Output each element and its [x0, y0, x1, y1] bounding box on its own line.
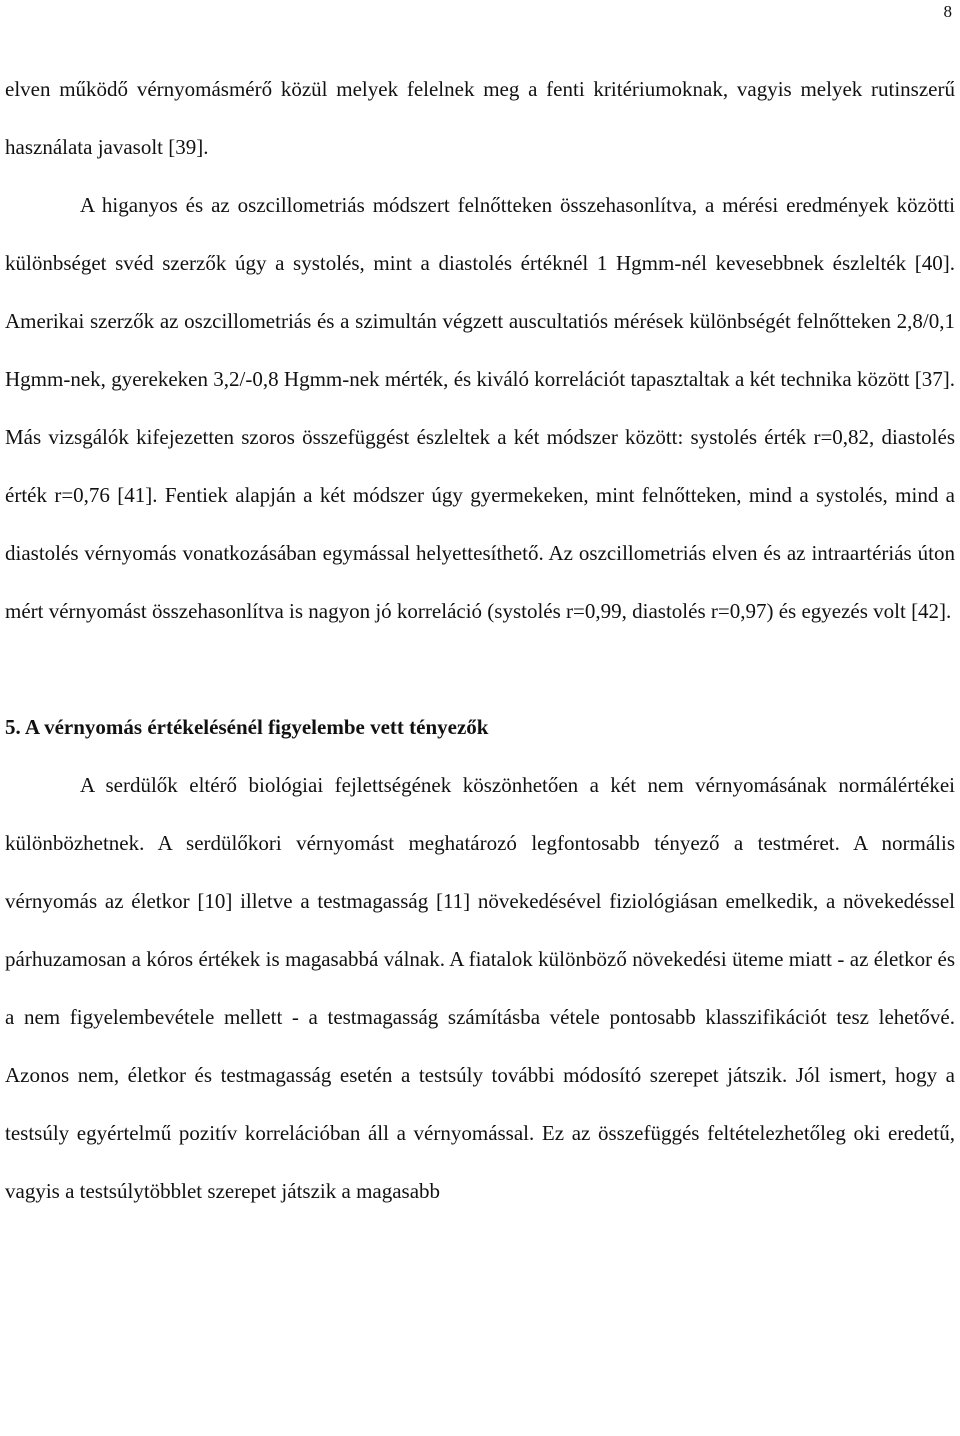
section-heading: 5. A vérnyomás értékelésénél figyelembe vett tényezők	[5, 715, 489, 739]
page-number: 8	[943, 2, 952, 21]
section-paragraph: A serdülők eltérő biológiai fejlettségének köszönhetően a két nem vérnyomásának normálértékei különbözhetnek. A serdülőkori vérnyomást meghatározó legfontosabb tényező a testméret. A normális vérnyomás az életkor [10] illetve a testmagasság [11] növekedésével fiziológiásan emelkedik, a növekedéssel párhuzamosan a kóros értékek is magasabbá válnak. A fiatalok különböző növekedési üteme miatt - az életkor és a nem figyelembevétele mellett - a testmagasság számításba vétele pontosabb klasszifikációt tesz lehetővé. Azonos nem, életkor és testmagasság esetén a testsúly további módosító szerepet játszik. Jól ismert, hogy a testsúly egyértelmű pozitív korrelációban áll a vérnyomással. Ez az összefüggés feltételezhetőleg oki eredetű, vagyis a testsúlytöbblet szerepet játszik a magasabb	[5, 773, 955, 1203]
paragraph-comparison: A higanyos és az oszcillometriás módszert felnőtteken összehasonlítva, a mérési eredmények közötti különbséget svéd szerzők úgy a systolés, mint a diastolés értéknél 1 Hgmm-nél kevesebbnek észlelték [40]. Amerikai szerzők az oszcillometriás és a szimultán végzett auscultatiós mérések különbségét felnőtteken 2,8/0,1 Hgmm-nek, gyerekeken 3,2/-0,8 Hgmm-nek mérték, és kiváló korrelációt tapasztaltak a két technika között [37]. Más vizsgálók kifejezetten szoros összefüggést észleltek a két módszer között: systolés érték r=0,82, diastolés érték r=0,76 [41]. Fentiek alapján a két módszer úgy gyermekeken, mint felnőtteken, mind a systolés, mind a diastolés vérnyomás vonatkozásában egymással helyettesíthető. Az oszcillometriás elven és az intraartériás úton mért vérnyomást összehasonlítva is nagyon jó korreláció (systolés r=0,99, diastolés r=0,97) és egyezés volt [42].	[5, 193, 955, 623]
paragraph-continuation: elven működő vérnyomásmérő közül melyek felelnek meg a fenti kritériumoknak, vagyis melyek rutinszerű használata javasolt [39].	[5, 77, 955, 159]
body-text	[5, 60, 955, 1220]
